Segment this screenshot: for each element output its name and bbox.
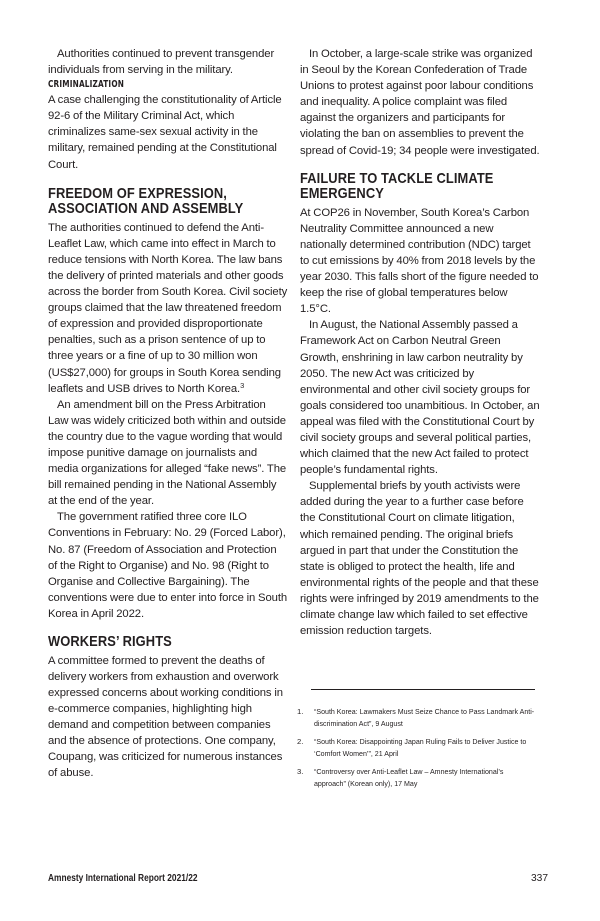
paragraph-criminalization: A case challenging the constitutionality of Article 92-6 of the Military Criminal Act, which criminalizes same-sex sexual activity in the military, remained pending at the Constitutional Court. (48, 94, 282, 171)
paragraph-anti-leaflet-law (48, 220, 288, 397)
paragraph-strike: In October, a large-scale strike was organized in Seoul by the Korean Confederation of Trade Unions to protest against poor labour conditions and inequality. A police complaint was filed against the organizers and participants for violating the ban on assemblies to prevent the spread of Covid-19; 34 people were investigated. (300, 48, 540, 157)
climate-emergency-heading (300, 171, 506, 202)
publication-title: Amnesty International Report 2021/22 (48, 873, 198, 884)
paragraph-press-arbitration: An amendment bill on the Press Arbitration Law was widely criticized both within and outside the country due to the vague wording that would impose punitive damage on journalists and media organizations for alleged “fake news”. The bill remained pending in the National Assembly at the end of the year. (48, 398, 287, 508)
left-column (48, 46, 288, 781)
paragraph-framework-act: In August, the National Assembly passed a Framework Act on Carbon Neutral Green Growth, enshrining in law carbon neutrality by 2050. The new Act was criticized by environmental and other civil society groups for goals considered too unambitious. In October, an appeal was filed with the Constitutional Court by civil society groups and several political parties, which claimed that the new Act failed to protect people’s fundamental rights. (300, 319, 540, 477)
freedom-of-expression-heading (48, 186, 254, 217)
paragraph-delivery-workers: A committee formed to prevent the deaths of delivery workers from exhaustion and overwork expressed concerns about working conditions in e-commerce companies, highlighting high demand and competition between companies and the absence of protections. One company, Coupang, was criticized for numerous instances of abuse. (48, 654, 283, 780)
climate-heading-line2: EMERGENCY (300, 185, 384, 203)
freedom-heading-line2: ASSOCIATION AND ASSEMBLY (48, 200, 244, 218)
freedom-heading-line1: FREEDOM OF EXPRESSION, (48, 184, 227, 202)
footnote-item (297, 766, 537, 789)
footnote-reference-3: 3 (240, 380, 245, 390)
right-column (300, 46, 540, 639)
anti-leaflet-text: The authorities continued to defend the Anti-Leaflet Law, which came into effect in March to reduce tensions with North Korea. The law bans the delivery of printed materials and other goods across the border from South Korea. Civil society groups claimed that the law threatened freedom of expression and provided disproportionate penalties, such as a prison sentence of up to three years or a fine of up to 30 million won (US$27,000) for groups in South Korea sending leaflets and USB drives to North Korea. (48, 221, 288, 395)
climate-heading-line1: FAILURE TO TACKLE CLIMATE (300, 169, 494, 187)
footnote-text: “South Korea: Disappointing Japan Ruling Fails to Deliver Justice to ‘Comfort Women’”, 21 April (314, 737, 527, 758)
paragraph-cop26: At COP26 in November, South Korea’s Carbon Neutrality Committee announced a new nationally determined contribution (NDC) target to cut emissions by 40% from 2018 levels by the year 2030. This falls short of the figure needed to keep the rise of global temperatures below 1.5°C. (300, 206, 539, 316)
footnote-item (297, 736, 537, 759)
footnote-text: “South Korea: Lawmakers Must Seize Chance to Pass Landmark Anti-discrimination Act”, 9 August (314, 707, 535, 728)
footnotes-divider (311, 689, 535, 690)
paragraph-ilo-conventions: The government ratified three core ILO Conventions in February: No. 29 (Forced Labor), No. 87 (Freedom of Association and Protection of the Right to Organise) and No. 98 (Right to Organise and Collective Bargaining). The conventions were due to enter into force in South Korea in April 2022. (48, 511, 288, 620)
footnote-item (297, 706, 537, 729)
paragraph-transgender-military: Authorities continued to prevent transgender individuals from serving in the military. (48, 48, 275, 77)
footnote-number: 2. (297, 737, 304, 747)
paragraph-youth-activists: Supplemental briefs by youth activists were added during the year to a further case before the Constitutional Court on climate litigation, which remained pending. The original briefs argued in part that under the Constitution the state is obliged to protect the health, life and environmental rights of the people and that these rights were infringed by 2019 amendments to the climate change law which failed to set effective emission reduction targets. (300, 480, 539, 638)
footnote-text: “Controversy over Anti-Leaflet Law – Amnesty International’s approach” (Korean only), 17 May (314, 767, 504, 788)
footnotes-list (297, 706, 537, 797)
page-number: 337 (531, 873, 548, 884)
footnote-number: 1. (297, 707, 304, 716)
criminalization-subheading: CRIMINALIZATION (48, 79, 125, 91)
footnote-number: 3. (297, 767, 304, 777)
workers-rights-heading: WORKERS’ RIGHTS (48, 633, 172, 650)
